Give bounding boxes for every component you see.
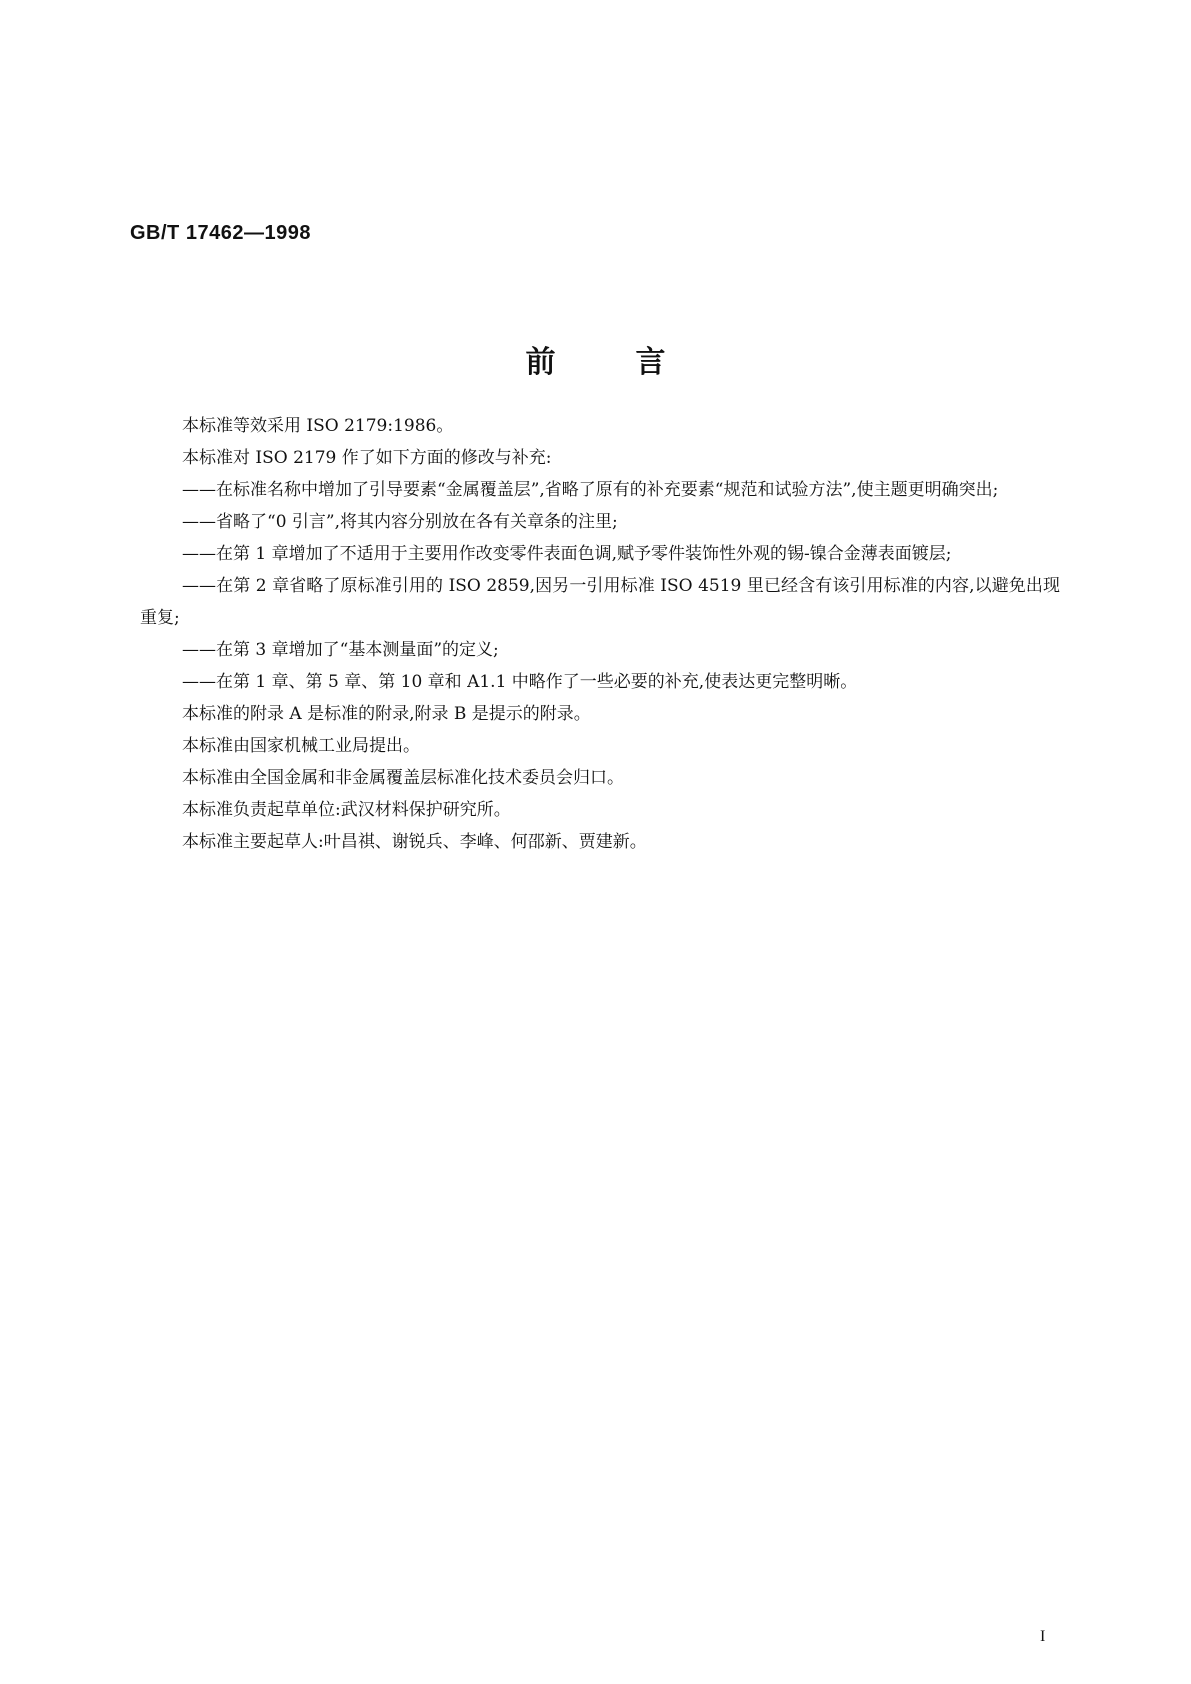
paragraph-12: 本标准负责起草单位:武汉材料保护研究所。: [182, 800, 511, 820]
paragraph-9: 本标准的附录 A 是标准的附录,附录 B 是提示的附录。: [182, 704, 591, 724]
paragraph-2: 本标准对 ISO 2179 作了如下方面的修改与补充:: [182, 448, 552, 468]
paragraph-13: 本标准主要起草人:叶昌祺、谢锐兵、李峰、何邵新、贾建新。: [182, 832, 647, 852]
paragraph-10: 本标准由国家机械工业局提出。: [182, 736, 420, 756]
paragraph-3: ——在标准名称中增加了引导要素“金属覆盖层”,省略了原有的补充要素“规范和试验方法”,使主题更明确突出;: [182, 480, 999, 500]
page-number: I: [1040, 1628, 1046, 1645]
paragraph-7: ——在第 3 章增加了“基本测量面”的定义;: [182, 640, 499, 660]
paragraph-6: ——在第 2 章省略了原标准引用的 ISO 2859,因另一引用标准 ISO 4519 里已经含有该引用标准的内容,以避免出现重复;: [140, 576, 1060, 628]
paragraph-4: ——省略了“0 引言”,将其内容分别放在各有关章条的注里;: [182, 512, 618, 532]
paragraph-11: 本标准由全国金属和非金属覆盖层标准化技术委员会归口。: [182, 768, 624, 788]
page-title: 前言: [525, 345, 746, 380]
document-code: GB/T 17462—1998: [130, 222, 311, 244]
paragraph-8: ——在第 1 章、第 5 章、第 10 章和 A1.1 中略作了一些必要的补充,使表达更完整明晰。: [182, 672, 858, 692]
paragraph-1: 本标准等效采用 ISO 2179:1986。: [182, 416, 454, 436]
foreword-body: [140, 410, 1060, 858]
paragraph-5: ——在第 1 章增加了不适用于主要用作改变零件表面色调,赋予零件装饰性外观的锡-镍合金薄表面镀层;: [182, 544, 952, 564]
